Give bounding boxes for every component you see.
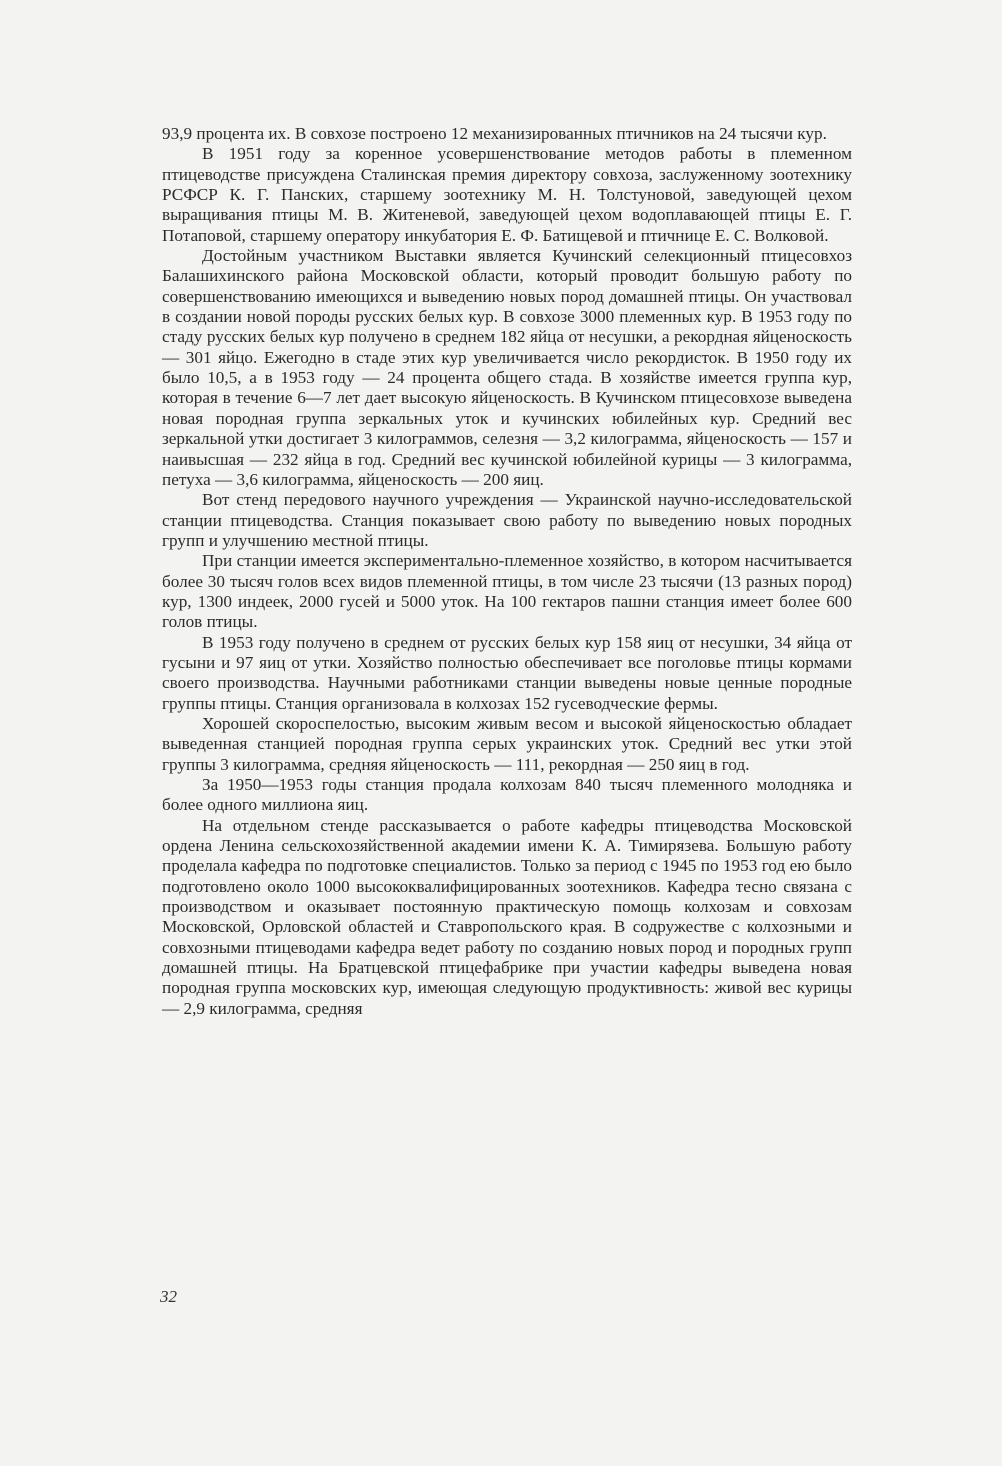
- paragraph-4: Вот стенд передового научного учреждения — Украинской научно-исследовательской станции птицеводства. Станция показывает свою работу по выведению новых породных групп и улучшению местной птицы.: [162, 490, 852, 550]
- paragraph-8: За 1950—1953 годы станция продала колхозам 840 тысяч племенного молодняка и более одного миллиона яиц.: [162, 775, 852, 815]
- paragraph-3: Достойным участником Выставки является Кучинский селекционный птицесовхоз Балашихинского района Московской области, который проводит большую работу по совершенствованию имеющихся и выведению новых пород домашней птицы. Он участвовал в создании новой породы русских белых кур. В совхозе 3000 племенных кур. В 1953 году по стаду русских белых кур получено в среднем 182 яйца от несушки, а рекордная яйценоскость — 301 яйцо. Ежегодно в стаде этих кур увеличивается число рекордисток. В 1950 году их было 10,5, а в 1953 году — 24 процента общего стада. В хозяйстве имеется группа кур, которая в течение 6—7 лет дает высокую яйценоскость. В Кучинском птицесовхозе выведена новая породная группа зеркальных уток и кучинских юбилейных кур. Средний вес зеркальной утки достигает 3 килограммов, селезня — 3,2 килограмма, яйценоскость — 157 и наивысшая — 232 яйца в год. Средний вес кучинской юбилейной курицы — 3 килограмма, петуха — 3,6 килограмма, яйценоскость — 200 яиц.: [162, 246, 852, 489]
- paragraph-7: Хорошей скороспелостью, высоким живым весом и высокой яйценоскостью обладает выведенная станцией породная группа серых украинских уток. Средний вес утки этой группы 3 килограмма, средняя яйценоскость — 111, рекордная — 250 яиц в год.: [162, 713, 852, 774]
- paragraph-2: В 1951 году за коренное усовершенствование методов работы в племенном птицеводстве присуждена Сталинская премия директору совхоза, заслуженному зоотехнику РСФСР К. Г. Панских, старшему зоотехнику М. Н. Толстуновой, заведующей цехом выращивания птицы М. В. Житеневой, заведующей цехом водоплавающей птицы Е. Г. Потаповой, старшему оператору инкубатория Е. Ф. Батищевой и птичнице Е. С. Волковой.: [162, 144, 852, 245]
- paragraph-9: На отдельном стенде рассказывается о работе кафедры птицеводства Московской ордена Ленина сельскохозяйственной академии имени К. А. Тимирязева. Большую работу проделала кафедра по подготовке специалистов. Только за период с 1945 по 1953 год ею было подготовлено около 1000 высококвалифицированных зоотехников. Кафедра тесно связана с производством и оказывает постоянную практическую помощь колхозам и совхозам Московской, Орловской областей и Ставропольского края. В содружестве с колхозными и совхозными птицеводами кафедра ведет работу по созданию новых пород и породных групп домашней птицы. На Братцевской птицефабрике при участии кафедры выведена новая породная группа московских кур, имеющая следующую продуктивность: живой вес курицы — 2,9 килограмма, средняя: [162, 815, 852, 1018]
- paragraph-5: При станции имеется экспериментально-племенное хозяйство, в котором насчитывается более 30 тысяч голов всех видов племенной птицы, в том числе 23 тысячи (13 разных пород) кур, 1300 индеек, 2000 гусей и 5000 уток. На 100 гектаров пашни станция имеет более 600 голов птицы.: [162, 551, 852, 632]
- paragraph-6: В 1953 году получено в среднем от русских белых кур 158 яиц от несушки, 34 яйца от гусыни и 97 яиц от утки. Хозяйство полностью обеспечивает все поголовье птицы кормами своего производства. Научными работниками станции выведены новые ценные породные группы птицы. Станция организовала в колхозах 152 гусеводческие фермы.: [162, 632, 852, 713]
- body-text: [162, 124, 852, 1019]
- page-number: 32: [160, 1287, 177, 1306]
- paragraph-1: 93,9 процента их. В совхозе построено 12 механизированных птичников на 24 тысячи кур.: [162, 124, 827, 143]
